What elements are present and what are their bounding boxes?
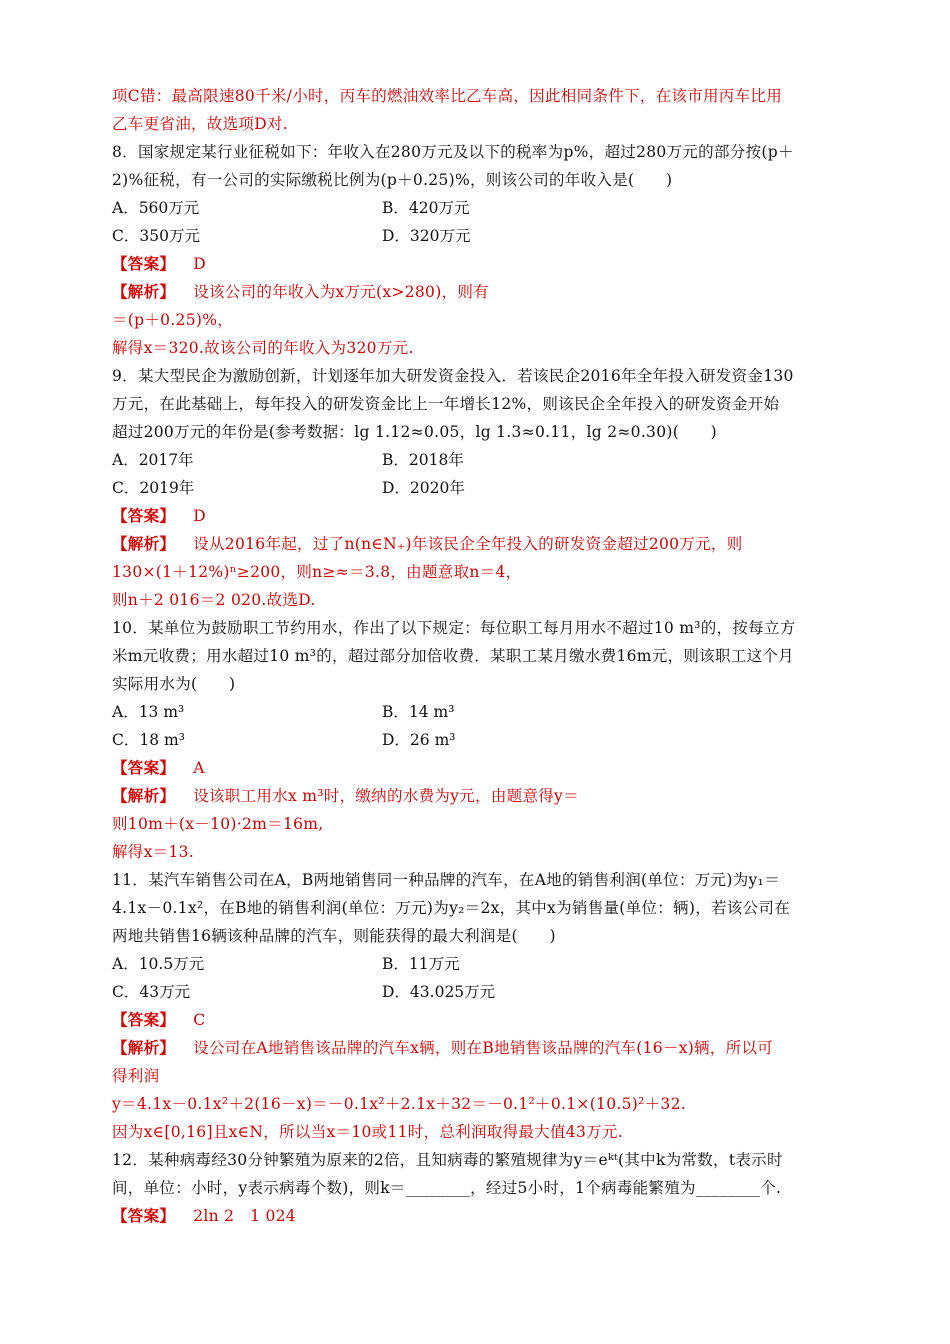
- q8-explanation-line-1: [112, 278, 842, 306]
- q10-stem-line-1: 10．某单位为鼓励职工节约用水，作出了以下规定：每位职工每月用水不超过10 m³的，按每立方: [112, 619, 796, 637]
- q10-options-row-2: [112, 726, 842, 754]
- document-page: [112, 82, 842, 1230]
- explanation-tag: 【解析】: [112, 786, 176, 805]
- answer-tag: 【答案】: [112, 758, 176, 777]
- explanation-text: 设该职工用水x m³时，缴纳的水费为y元，由题意得y＝: [193, 787, 579, 805]
- prev-explanation-line-1: 项C错：最高限速80千米/小时，丙车的燃油效率比乙车高，因此相同条件下，在该市用丙车比用: [112, 87, 783, 105]
- q9-option-c: C．2019年: [112, 479, 195, 497]
- q9-option-a: A．2017年: [112, 451, 194, 469]
- q11-explanation-line-3: y＝4.1x－0.1x²＋2(16－x)＝－0.1x²＋2.1x＋32＝－0.1²＋0.1×(10.5)²＋32.: [112, 1095, 686, 1113]
- q9-explanation-line-1: [112, 530, 842, 558]
- q10-option-c: C．18 m³: [112, 731, 185, 749]
- q11-explanation-line-4: 因为x∈[0,16]且x∈N，所以当x＝10或11时，总利润取得最大值43万元.: [112, 1123, 623, 1141]
- answer-value: D: [193, 255, 206, 273]
- q12-stem-line-1: 12．某种病毒经30分钟繁殖为原来的2倍，且知病毒的繁殖规律为y＝eᵏᵗ(其中k为常数，t表示时: [112, 1151, 783, 1169]
- q9-options-row-1: [112, 446, 842, 474]
- q8-explanation-line-3: 解得x＝320.故该公司的年收入为320万元.: [112, 339, 414, 357]
- q11-stem-line-1: 11．某汽车销售公司在A，B两地销售同一种品牌的汽车，在A地的销售利润(单位：万元)为y₁＝: [112, 871, 780, 889]
- q9-option-b: B．2018年: [382, 451, 464, 469]
- answer-tag: 【答案】: [112, 1206, 176, 1225]
- answer-tag: 【答案】: [112, 506, 176, 525]
- q8-option-b: B．420万元: [382, 199, 470, 217]
- answer-value: C: [193, 1011, 206, 1029]
- q10-option-d: D．26 m³: [382, 731, 456, 749]
- explanation-text: 设该公司的年收入为x万元(x>280)，则有: [193, 283, 489, 301]
- q9-stem-line-1: 9．某大型民企为激励创新，计划逐年加大研发资金投入．若该民企2016年全年投入研发资金130: [112, 367, 794, 385]
- q9-answer: [112, 502, 842, 530]
- q8-stem-line-2: 2)%征税，有一公司的实际缴税比例为(p＋0.25)%，则该公司的年收入是( ): [112, 171, 673, 189]
- explanation-text: 设公司在A地销售该品牌的汽车x辆，则在B地销售该品牌的汽车(16－x)辆，所以可: [193, 1039, 774, 1057]
- q11-option-c: C．43万元: [112, 983, 191, 1001]
- q11-explanation-line-1: [112, 1034, 842, 1062]
- explanation-tag: 【解析】: [112, 534, 176, 553]
- q12-answer: [112, 1202, 842, 1230]
- q10-stem-line-2: 米m元收费；用水超过10 m³的，超过部分加倍收费．某职工某月缴水费16m元，则该职工这个月: [112, 647, 794, 665]
- q11-options-row-1: [112, 950, 842, 978]
- q12-stem-line-2: 间，单位：小时，y表示病毒个数)，则k＝________，经过5小时，1个病毒能繁殖为________个.: [112, 1179, 782, 1197]
- prev-explanation-line-2: 乙车更省油，故选项D对.: [112, 115, 288, 133]
- q11-option-b: B．11万元: [382, 955, 460, 973]
- q10-explanation-line-1: [112, 782, 842, 810]
- q11-options-row-2: [112, 978, 842, 1006]
- q9-explanation-line-3: 则n＋2 016＝2 020.故选D.: [112, 591, 316, 609]
- q10-options-row-1: [112, 698, 842, 726]
- answer-value: D: [193, 507, 206, 525]
- explanation-tag: 【解析】: [112, 1038, 176, 1057]
- q8-option-a: A．560万元: [112, 199, 200, 217]
- q10-explanation-line-2: 则10m＋(x－10)·2m＝16m,: [112, 815, 324, 833]
- q8-option-c: C．350万元: [112, 227, 200, 245]
- q11-answer: [112, 1006, 842, 1034]
- q11-explanation-line-2: 得利润: [112, 1067, 160, 1085]
- q10-answer: [112, 754, 842, 782]
- q11-option-d: D．43.025万元: [382, 983, 496, 1001]
- explanation-tag: 【解析】: [112, 282, 176, 301]
- q9-explanation-line-2: 130×(1＋12%)ⁿ≥200，则n≥≈＝3.8，由题意取n＝4，: [112, 563, 522, 581]
- q9-option-d: D．2020年: [382, 479, 465, 497]
- q10-option-a: A．13 m³: [112, 703, 185, 721]
- q9-options-row-2: [112, 474, 842, 502]
- q8-options-row-2: [112, 222, 842, 250]
- answer-tag: 【答案】: [112, 1010, 176, 1029]
- q8-option-d: D．320万元: [382, 227, 471, 245]
- q11-option-a: A．10.5万元: [112, 955, 205, 973]
- q10-explanation-line-3: 解得x＝13.: [112, 843, 194, 861]
- answer-tag: 【答案】: [112, 254, 176, 273]
- answer-value: 2ln 2 1 024: [193, 1207, 296, 1225]
- q8-stem-line-1: 8．国家规定某行业征税如下：年收入在280万元及以下的税率为p%，超过280万元的部分按(p＋: [112, 143, 794, 161]
- q8-answer: [112, 250, 842, 278]
- answer-value: A: [193, 759, 205, 777]
- q10-option-b: B．14 m³: [382, 703, 455, 721]
- q11-stem-line-2: 4.1x－0.1x²，在B地的销售利润(单位：万元)为y₂＝2x，其中x为销售量(单位：辆)，若该公司在: [112, 899, 790, 917]
- q8-explanation-line-2: ＝(p＋0.25)%，: [112, 311, 234, 329]
- q9-stem-line-2: 万元，在此基础上，每年投入的研发资金比上一年增长12%，则该民企全年投入的研发资金开始: [112, 395, 780, 413]
- q8-options-row-1: [112, 194, 842, 222]
- q9-stem-line-3: 超过200万元的年份是(参考数据：lg 1.12≈0.05，lg 1.3≈0.11，lg 2≈0.30)( ): [112, 423, 718, 441]
- explanation-text: 设从2016年起，过了n(n∈N₊)年该民企全年投入的研发资金超过200万元，则: [193, 535, 743, 553]
- q11-stem-line-3: 两地共销售16辆该种品牌的汽车，则能获得的最大利润是( ): [112, 927, 556, 945]
- q10-stem-line-3: 实际用水为( ): [112, 675, 236, 693]
